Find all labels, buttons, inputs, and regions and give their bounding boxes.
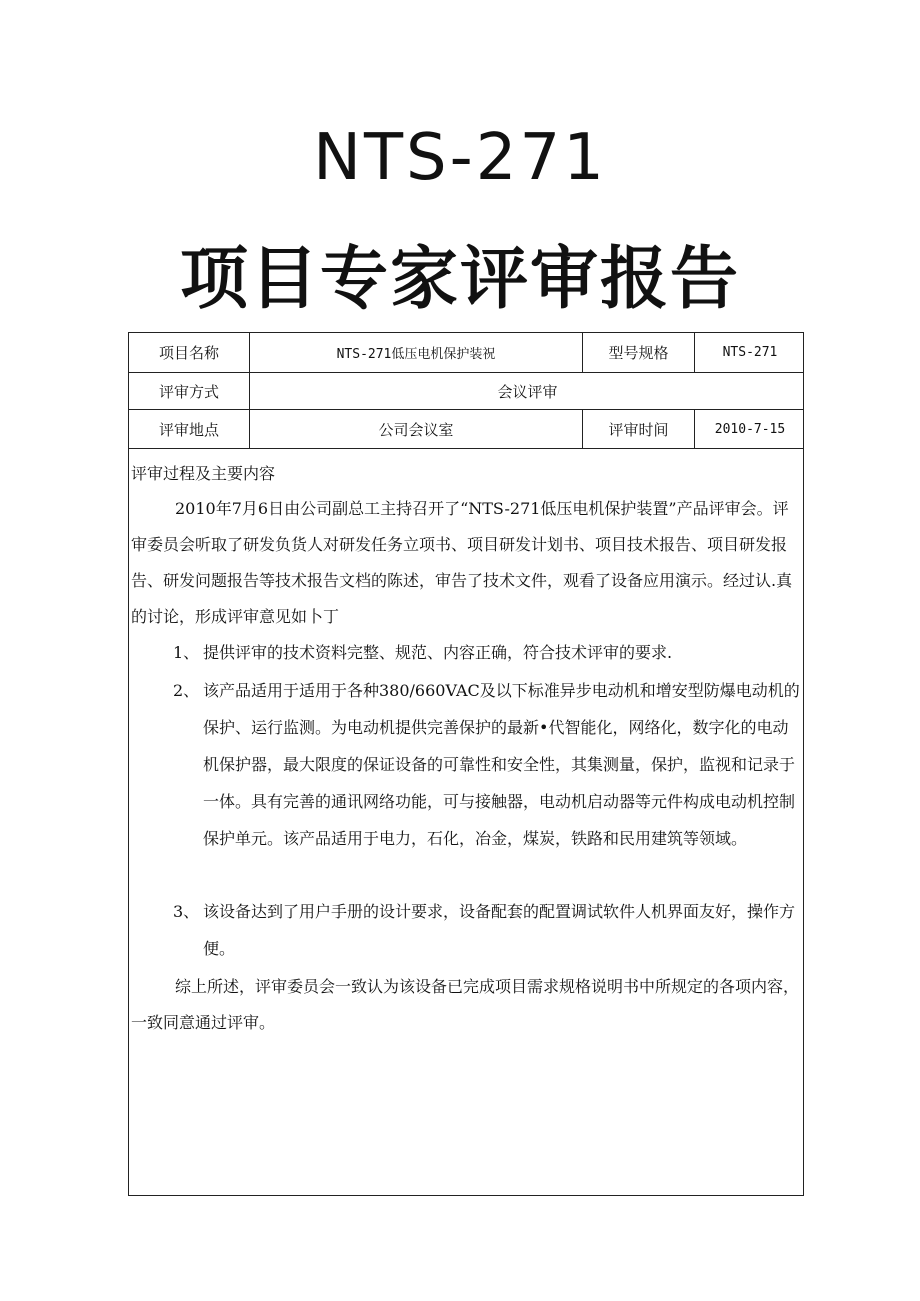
label-review-location: 评审地点 <box>158 420 219 439</box>
review-item-number: 2、 <box>173 681 200 700</box>
review-item-text: 该产品适用于适用于各种380∕660VAC及以下标准异步电动机和增安型防爆电动机的保护、运行监测。为电动机提供完善保护的最新•代智能化，网络化，数字化的电动机保护器，最大限度的保证设备的可靠性和安全性，其集测量，保护，监视和记录于一体。具有完善的通讯网络功能，可与接触器，电动机启动器等元件构成电动机控制保护单元。该产品适用于电力，石化，冶金，煤炭，铁路和民用建筑等领域。 <box>203 681 800 848</box>
review-conclusion: 综上所述，评审委员会一致认为该设备已完成项目需求规格说明书中所规定的各项内容，一致同意通过评审。 <box>131 977 800 1032</box>
value-model-spec: NTS-271 <box>694 333 805 372</box>
review-heading: 评审过程及主要内容 <box>131 464 276 483</box>
review-intro-paragraph: 2010年7月6日由公司副总工主持召开了“NTS-271低压电机保护装置”产品评审会。评审委员会听取了研发负货人对研发任务立项书、项目研发计划书、项目技术报告、项目研发报告、研发问题报告等技术报告文档的陈述，审告了技术文件，观看了设备应用演示。经过认.真的讨论，形成评审意见如卜丁 <box>131 499 793 626</box>
document-title: 项目专家评审报告 <box>179 240 740 319</box>
review-item-number: 1、 <box>173 643 200 662</box>
value-review-method: 会议评审 <box>249 373 805 409</box>
value-review-time: 2010-7-15 <box>694 410 805 448</box>
review-form-table <box>128 332 804 1196</box>
table-row-project <box>129 333 803 373</box>
table-row-method <box>129 373 803 410</box>
review-item-1 <box>173 634 801 671</box>
label-review-method: 评审方式 <box>158 382 219 401</box>
label-model-spec: 型号规格 <box>582 333 694 372</box>
review-item-text: 该设备达到了用户手册的设计要求，设备配套的配置调试软件人机界面友好，操作方便。 <box>203 902 796 958</box>
value-project-name: NTS-271低压电机保护装祝 <box>249 333 582 372</box>
review-item-3 <box>173 893 801 967</box>
label-project-name: 项目名称 <box>158 344 219 362</box>
document-title-model: NTS-271 <box>313 121 607 195</box>
table-row-location <box>129 410 803 449</box>
review-item-text: 提供评审的技术资料完整、规范、内容正确，符合技术评审的要求. <box>203 643 673 662</box>
value-review-location: 公司会议室 <box>249 410 582 448</box>
review-item-number: 3、 <box>173 902 200 921</box>
label-review-time: 评审时间 <box>582 410 694 448</box>
review-item-2 <box>173 672 801 857</box>
